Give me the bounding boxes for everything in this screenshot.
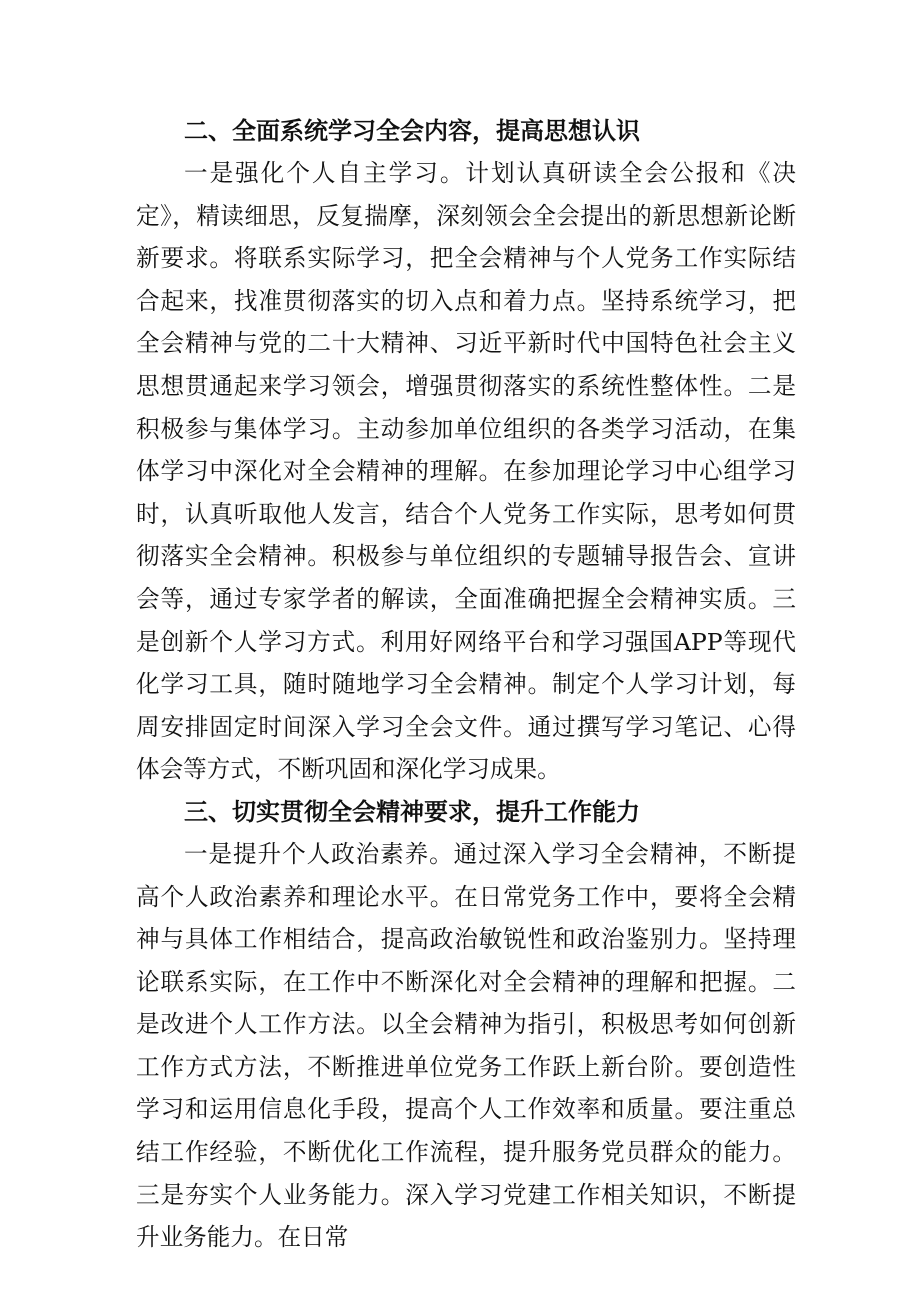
document-body [136, 110, 796, 1259]
section-3-heading: 三、切实贯彻全会精神要求，提升工作能力 [184, 797, 640, 826]
section-2-paragraph: 一是强化个人自主学习。计划认真研读全会公报和《决定》，精读细思，反复揣摩，深刻领会全会提出的新思想新论断新要求。将联系实际学习，把全会精神与个人党务工作实际结合起来，找准贯彻落实的切入点和着力点。坚持系统学习，把全会精神与党的二十大精神、习近平新时代中国特色社会主义思想贯通起来学习领会，增强贯彻落实的系统性整体性。二是积极参与集体学习。主动参加单位组织的各类学习活动，在集体学习中深化对全会精神的理解。在参加理论学习中心组学习时，认真听取他人发言，结合个人党务工作实际，思考如何贯彻落实全会精神。积极参与单位组织的专题辅导报告会、宣讲会等，通过专家学者的解读，全面准确把握全会精神实质。三是创新个人学习方式。利用好网络平台和学习强国APP等现代化学习工具，随时随地学习全会精神。制定个人学习计划，每周安排固定时间深入学习全会文件。通过撰写学习笔记、心得体会等方式，不断巩固和深化学习成果。 [136, 159, 796, 784]
section-3-paragraph: 一是提升个人政治素养。通过深入学习全会精神，不断提高个人政治素养和理论水平。在日常党务工作中，要将全会精神与具体工作相结合，提高政治敏锐性和政治鉴别力。坚持理论联系实际，在工作中不断深化对全会精神的理解和把握。二是改进个人工作方法。以全会精神为指引，积极思考如何创新工作方式方法，不断推进单位党务工作跃上新台阶。要创造性学习和运用信息化手段，提高个人工作效率和质量。要注重总结工作经验，不断优化工作流程，提升服务党员群众的能力。三是夯实个人业务能力。深入学习党建工作相关知识，不断提升业务能力。在日常 [136, 839, 796, 1252]
section-3 [136, 791, 796, 1259]
section-2 [136, 110, 796, 791]
section-2-heading: 二、全面系统学习全会内容，提高思想认识 [184, 117, 640, 145]
